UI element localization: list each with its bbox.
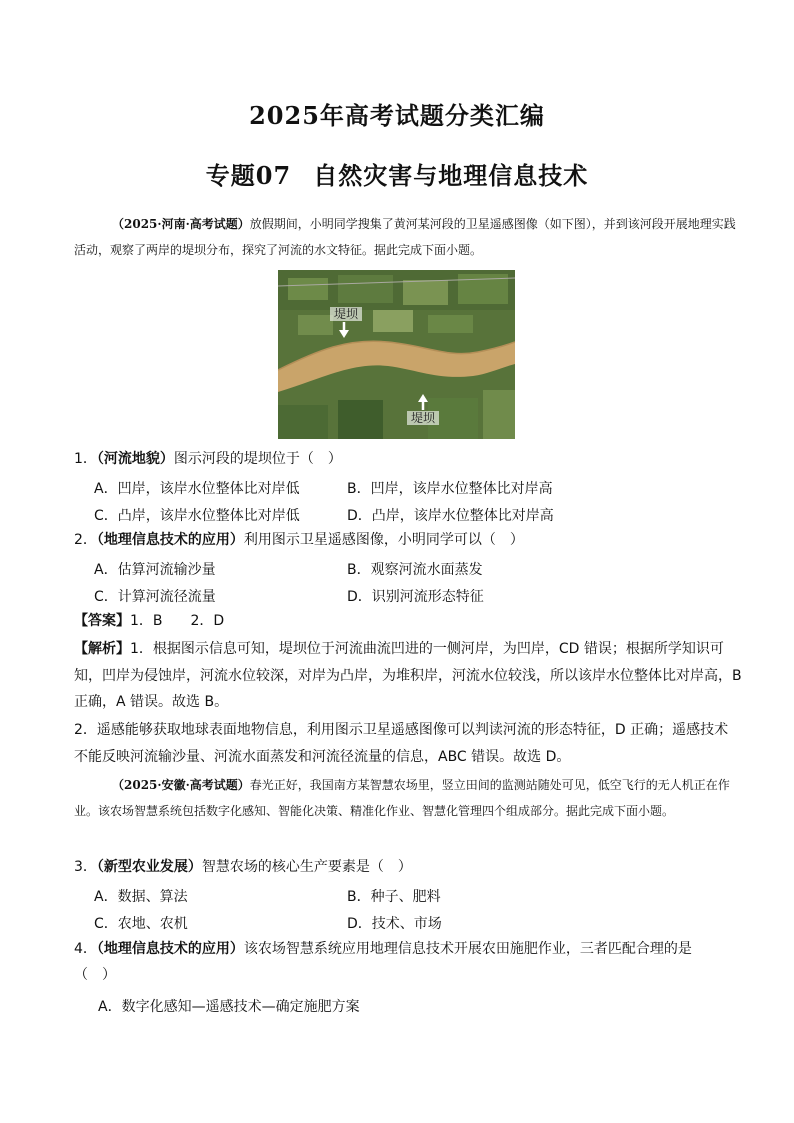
q1-tag: （河流地貌） xyxy=(96,451,174,467)
q3-option-c: C．农地、农机 xyxy=(94,916,188,932)
q2-stem: 利用图示卫星遥感图像，小明同学可以（ ） xyxy=(243,532,524,548)
q3-option-b: B．种子、肥料 xyxy=(347,889,441,905)
answer-label: 【答案】 xyxy=(74,613,130,629)
q1-option-a: A．凹岸，该岸水位整体比对岸低 xyxy=(94,481,300,497)
group2-intro-text: 春光正好，我国南方某智慧农场里，竖立田间的监测站随处可见，低空飞行的无人机正在作业。该农场智慧系统包括数字化感知、智能化决策、精准化作业、智慧化管理四个组成部分。据此完成下面小题。 xyxy=(74,778,730,818)
q1-option-b: B．凹岸，该岸水位整体比对岸高 xyxy=(347,481,553,497)
q1-number: 1． xyxy=(74,451,97,467)
q4-number: 4． xyxy=(74,941,97,957)
q3-option-a: A．数据、算法 xyxy=(94,889,188,905)
analysis-p2: 2．遥感能够获取地球表面地物信息，利用图示卫星遥感图像可以判读河流的形态特征，D 正确；遥感技术不能反映河流输沙量、河流水面蒸发和河流径流量的信息，ABC 错误。故选 D。 xyxy=(74,722,729,765)
q4-stem: 该农场智慧系统应用地理信息技术开展农田施肥作业，三者匹配合理的是 xyxy=(243,941,692,957)
question-3 xyxy=(74,854,412,880)
q3-option-d: D．技术、市场 xyxy=(347,916,442,932)
group2-intro xyxy=(74,772,739,824)
question-2 xyxy=(74,527,524,553)
figure-label-bottom: 堤坝 xyxy=(410,411,436,425)
group2-source: （2025·安徽·高考试题） xyxy=(112,778,250,792)
page-subtitle xyxy=(0,156,794,191)
subtitle-number: 专题07 xyxy=(205,161,292,190)
group1-source: （2025·河南·高考试题） xyxy=(112,217,250,231)
question-1 xyxy=(74,446,342,472)
q1-option-d: D．凸岸，该岸水位整体比对岸高 xyxy=(347,508,554,524)
q1-stem: 图示河段的堤坝位于（ ） xyxy=(173,451,342,467)
q2-number: 2． xyxy=(74,532,97,548)
q3-number: 3． xyxy=(74,859,97,875)
satellite-image xyxy=(278,270,515,439)
group1-intro xyxy=(74,211,739,263)
q2-option-d: D．识别河流形态特征 xyxy=(347,589,484,605)
q3-stem: 智慧农场的核心生产要素是（ ） xyxy=(201,859,412,875)
q4-stem-continued: （ ） xyxy=(74,967,116,983)
group1-intro-text: 放假期间，小明同学搜集了黄河某河段的卫星遥感图像（如下图），并到该河段开展地理实践活动，观察了两岸的堤坝分布，探究了河流的水文特征。据此完成下面小题。 xyxy=(74,217,736,257)
analysis-p1: 1．根据图示信息可知，堤坝位于河流曲流凹进的一侧河岸，为凹岸，CD 错误；根据所学知识可知，凹岸为侵蚀岸，河流水位较深，对岸为凸岸，为堆积岸，河流水位较浅，所以该岸水位整体比对岸高，B 正确，A 错误。故选 B。 xyxy=(74,641,742,710)
page-title: 2025年高考试题分类汇编 xyxy=(249,101,545,130)
answer-1 xyxy=(74,608,224,634)
q2-option-b: B．观察河流水面蒸发 xyxy=(347,562,483,578)
q1-option-c: C．凸岸，该岸水位整体比对岸低 xyxy=(94,508,300,524)
q4-tag: （地理信息技术的应用） xyxy=(96,941,244,957)
q4-option-a: A．数字化感知—遥感技术—确定施肥方案 xyxy=(98,999,360,1015)
question-4 xyxy=(74,936,692,962)
answer-text: 1．B 2．D xyxy=(130,613,225,629)
q2-tag: （地理信息技术的应用） xyxy=(96,532,244,548)
figure-label-top: 堤坝 xyxy=(333,307,359,321)
analysis-label: 【解析】 xyxy=(74,641,130,657)
q3-tag: （新型农业发展） xyxy=(96,859,202,875)
q2-option-c: C．计算河流径流量 xyxy=(94,589,216,605)
analysis-1 xyxy=(74,636,742,716)
subtitle-text: 自然灾害与地理信息技术 xyxy=(313,161,589,190)
q2-option-a: A．估算河流输沙量 xyxy=(94,562,216,578)
